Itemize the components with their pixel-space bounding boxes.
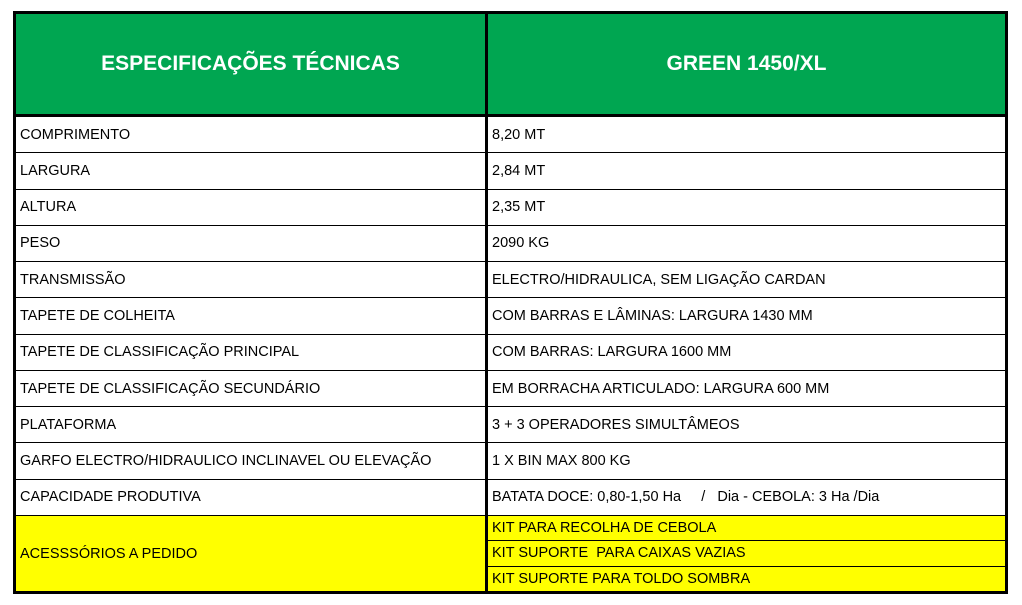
- row-value-garfo: 1 X BIN MAX 800 KG: [488, 443, 1005, 479]
- row-value-transmissao: ELECTRO/HIDRAULICA, SEM LIGAÇÃO CARDAN: [488, 262, 1005, 298]
- row-label-transmissao: TRANSMISSÃO: [16, 262, 488, 298]
- row-value-tapete-principal: COM BARRAS: LARGURA 1600 MM: [488, 335, 1005, 371]
- header-specs-title: ESPECIFICAÇÕES TÉCNICAS: [16, 14, 488, 117]
- row-value-comprimento: 8,20 MT: [488, 117, 1005, 153]
- accessories-list: [488, 516, 1005, 591]
- row-value-plataforma: 3 + 3 OPERADORES SIMULTÂMEOS: [488, 407, 1005, 443]
- row-label-plataforma: PLATAFORMA: [16, 407, 488, 443]
- row-label-tapete-secundario: TAPETE DE CLASSIFICAÇÃO SECUNDÁRIO: [16, 371, 488, 407]
- row-label-garfo: GARFO ELECTRO/HIDRAULICO INCLINAVEL OU ELEVAÇÃO: [16, 443, 488, 479]
- header-model-title: GREEN 1450/XL: [488, 14, 1005, 117]
- row-label-comprimento: COMPRIMENTO: [16, 117, 488, 153]
- accessories-label: ACESSSÓRIOS A PEDIDO: [16, 516, 488, 591]
- row-value-largura: 2,84 MT: [488, 153, 1005, 189]
- row-label-capacidade: CAPACIDADE PRODUTIVA: [16, 480, 488, 516]
- accessory-item: KIT SUPORTE PARA TOLDO SOMBRA: [488, 567, 1005, 591]
- spec-table: [13, 11, 1008, 594]
- row-value-peso: 2090 KG: [488, 226, 1005, 262]
- row-value-tapete-colheita: COM BARRAS E LÂMINAS: LARGURA 1430 MM: [488, 298, 1005, 334]
- accessory-item: KIT PARA RECOLHA DE CEBOLA: [488, 516, 1005, 541]
- row-label-altura: ALTURA: [16, 190, 488, 226]
- row-value-tapete-secundario: EM BORRACHA ARTICULADO: LARGURA 600 MM: [488, 371, 1005, 407]
- row-value-altura: 2,35 MT: [488, 190, 1005, 226]
- row-label-tapete-principal: TAPETE DE CLASSIFICAÇÃO PRINCIPAL: [16, 335, 488, 371]
- row-label-peso: PESO: [16, 226, 488, 262]
- row-label-tapete-colheita: TAPETE DE COLHEITA: [16, 298, 488, 334]
- row-value-capacidade: BATATA DOCE: 0,80-1,50 Ha / Dia - CEBOLA: 3 Ha /Dia: [488, 480, 1005, 516]
- accessory-item: KIT SUPORTE PARA CAIXAS VAZIAS: [488, 541, 1005, 566]
- row-label-largura: LARGURA: [16, 153, 488, 189]
